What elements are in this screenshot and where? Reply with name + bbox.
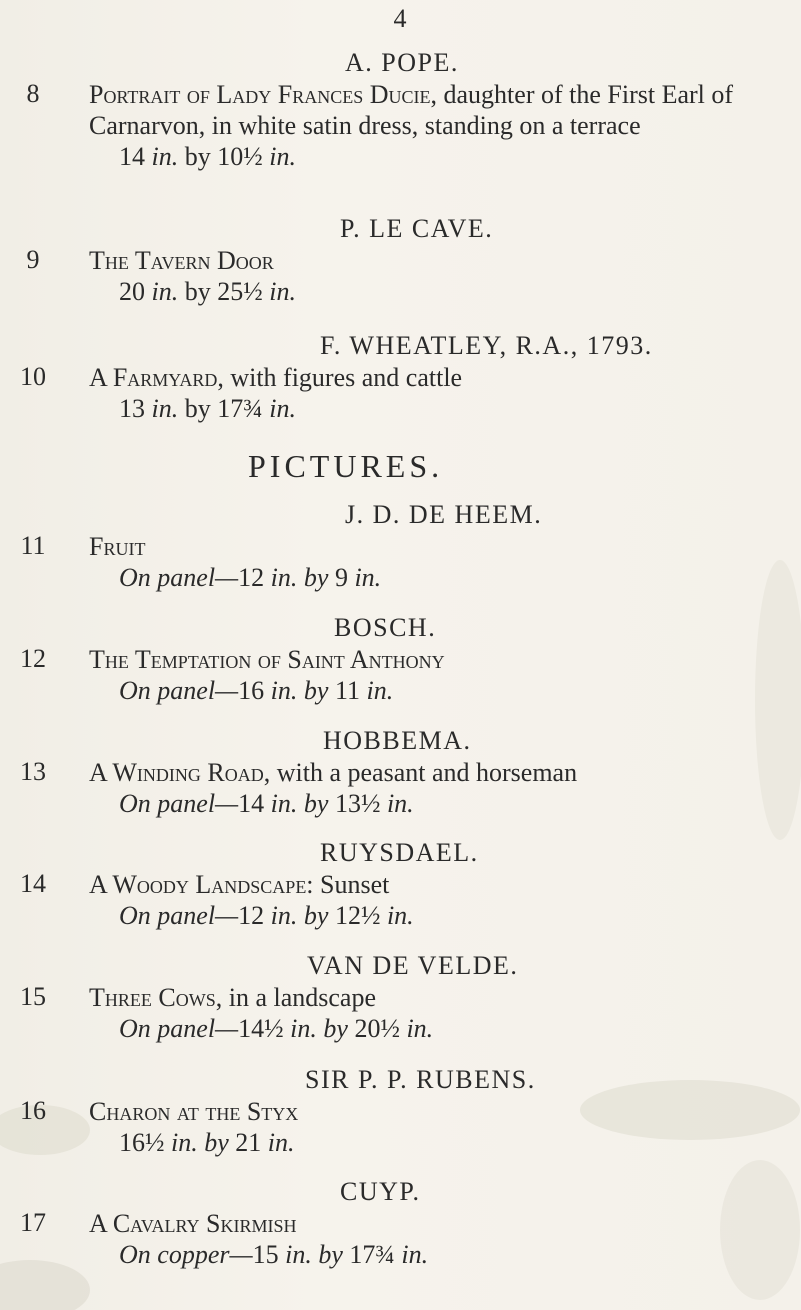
lot-title-caps: Charon at the Styx — [89, 1097, 299, 1126]
lot-dimensions — [119, 1013, 789, 1044]
dims-by: by — [303, 676, 329, 705]
dims-a: 20 — [119, 277, 145, 306]
lot-artist: BOSCH. — [334, 613, 437, 642]
dims-unit-a: in. — [151, 394, 179, 423]
dims-prefix: On panel— — [119, 563, 239, 592]
lot-dimensions — [119, 900, 789, 931]
dims-a: 16½ — [119, 1128, 165, 1157]
lot-title — [89, 531, 789, 562]
dims-by: by — [184, 277, 211, 306]
dims-a: 13 — [119, 394, 145, 423]
lot-title — [89, 79, 789, 141]
lot-title-caps: The Temptation of Saint Anthony — [89, 645, 445, 674]
lot-number: 12 — [20, 644, 46, 673]
section-heading: PICTURES. — [248, 448, 444, 484]
lot-number: 16 — [20, 1096, 46, 1125]
dims-unit-b: in. — [386, 789, 414, 818]
lot-number: 9 — [26, 245, 40, 274]
lot-title — [89, 644, 789, 675]
dims-by: by — [318, 1240, 343, 1269]
lot-title — [89, 869, 789, 900]
dims-prefix: On panel— — [119, 789, 239, 818]
lot-title-caps: Fruit — [89, 532, 146, 561]
lot-number: 14 — [20, 869, 46, 898]
lot-title-rest: with figures and cattle — [230, 363, 463, 392]
lot-dimensions — [119, 1127, 789, 1158]
dims-unit-a: in. — [270, 676, 298, 705]
lot-number: 11 — [20, 531, 46, 560]
lot-dimensions — [119, 788, 789, 819]
dims-b: 17¾ — [217, 394, 263, 423]
lot-number: 8 — [26, 79, 40, 108]
lot-artist: CUYP. — [340, 1177, 421, 1206]
lot-title-caps: A Farmyard, — [89, 363, 224, 392]
lot-title-rest: in a landscape — [228, 983, 376, 1012]
dims-unit-b: in. — [269, 394, 296, 423]
lot-title-rest: daughter of the First Earl of Carnarvon, in white satin dress, standing on a terrace — [89, 80, 734, 140]
lot-title — [89, 982, 789, 1013]
lot-artist: P. LE CAVE. — [340, 214, 494, 243]
dims-by: by — [303, 563, 329, 592]
lot-title — [89, 1208, 789, 1239]
dims-unit-b: in. — [406, 1014, 434, 1043]
dims-unit-a: in. — [171, 1128, 198, 1157]
lot-dimensions — [119, 393, 789, 424]
dims-a: 12 — [238, 901, 265, 930]
dims-b: 17¾ — [349, 1240, 395, 1269]
lot-number: 15 — [20, 982, 46, 1011]
lot-dimensions — [119, 675, 789, 706]
dims-by: by — [323, 1014, 348, 1043]
dims-by: by — [303, 789, 329, 818]
dims-unit-a: in. — [270, 563, 298, 592]
dims-b: 12½ — [334, 901, 381, 930]
dims-b: 21 — [235, 1128, 262, 1157]
dims-b: 9 — [334, 563, 348, 592]
dims-unit-b: in. — [366, 676, 394, 705]
dims-prefix: On panel— — [119, 676, 239, 705]
lot-dimensions — [119, 276, 789, 307]
dims-unit-a: in. — [290, 1014, 317, 1043]
lot-title — [89, 362, 789, 393]
lot-title-rest: with a peasant and horseman — [276, 758, 578, 787]
dims-by: by — [184, 394, 211, 423]
lot-title — [89, 1096, 789, 1127]
lot-number: 10 — [20, 362, 46, 391]
lot-dimensions — [119, 141, 789, 172]
dims-unit-b: in. — [386, 901, 414, 930]
lot-artist: HOBBEMA. — [323, 726, 472, 755]
dims-a: 15 — [252, 1240, 279, 1269]
dims-by: by — [184, 142, 211, 171]
lot-artist: J. D. DE HEEM. — [345, 500, 543, 529]
dims-unit-a: in. — [270, 901, 298, 930]
lot-title-caps: A Woody Landscape: — [89, 870, 314, 899]
dims-by: by — [204, 1128, 229, 1157]
dims-unit-a: in. — [151, 277, 179, 306]
dims-prefix: On panel— — [119, 1014, 239, 1043]
lot-number: 13 — [20, 757, 46, 786]
lot-artist: RUYSDAEL. — [320, 838, 479, 867]
lot-title — [89, 245, 789, 276]
dims-a: 16 — [238, 676, 265, 705]
dims-unit-b: in. — [354, 563, 382, 592]
lot-title-caps: A Winding Road, — [89, 758, 271, 787]
dims-unit-a: in. — [151, 142, 179, 171]
dims-unit-a: in. — [285, 1240, 312, 1269]
lot-artist: VAN DE VELDE. — [307, 951, 519, 980]
lot-artist: SIR P. P. RUBENS. — [305, 1065, 536, 1094]
lot-title-caps: Three Cows, — [89, 983, 223, 1012]
lot-artist: F. WHEATLEY, R.A., 1793. — [320, 331, 653, 360]
dims-a: 14 — [119, 142, 145, 171]
lot-dimensions — [119, 1239, 789, 1270]
lot-title-rest: Sunset — [320, 870, 390, 899]
dims-b: 11 — [334, 676, 360, 705]
lot-title-caps: The Tavern Door — [89, 246, 274, 275]
dims-b: 20½ — [354, 1014, 400, 1043]
dims-a: 14½ — [238, 1014, 284, 1043]
dims-unit-b: in. — [269, 277, 296, 306]
dims-unit-b: in. — [401, 1240, 429, 1269]
dims-a: 12 — [238, 563, 265, 592]
dims-unit-a: in. — [270, 789, 298, 818]
dims-unit-b: in. — [269, 142, 296, 171]
dims-b: 25½ — [217, 277, 263, 306]
lot-title-caps: A Cavalry Skirmish — [89, 1209, 297, 1238]
page-number: 4 — [393, 4, 408, 33]
lot-dimensions — [119, 562, 789, 593]
dims-unit-b: in. — [267, 1128, 295, 1157]
dims-by: by — [303, 901, 329, 930]
dims-prefix: On panel— — [119, 901, 239, 930]
lot-number: 17 — [20, 1208, 46, 1237]
dims-b: 10½ — [217, 142, 263, 171]
lot-title-caps: Portrait of Lady Frances Ducie, — [89, 80, 438, 109]
dims-prefix: On copper— — [119, 1240, 253, 1269]
dims-a: 14 — [238, 789, 265, 818]
lot-artist: A. POPE. — [345, 48, 459, 77]
dims-b: 13½ — [334, 789, 381, 818]
lot-title — [89, 757, 789, 788]
